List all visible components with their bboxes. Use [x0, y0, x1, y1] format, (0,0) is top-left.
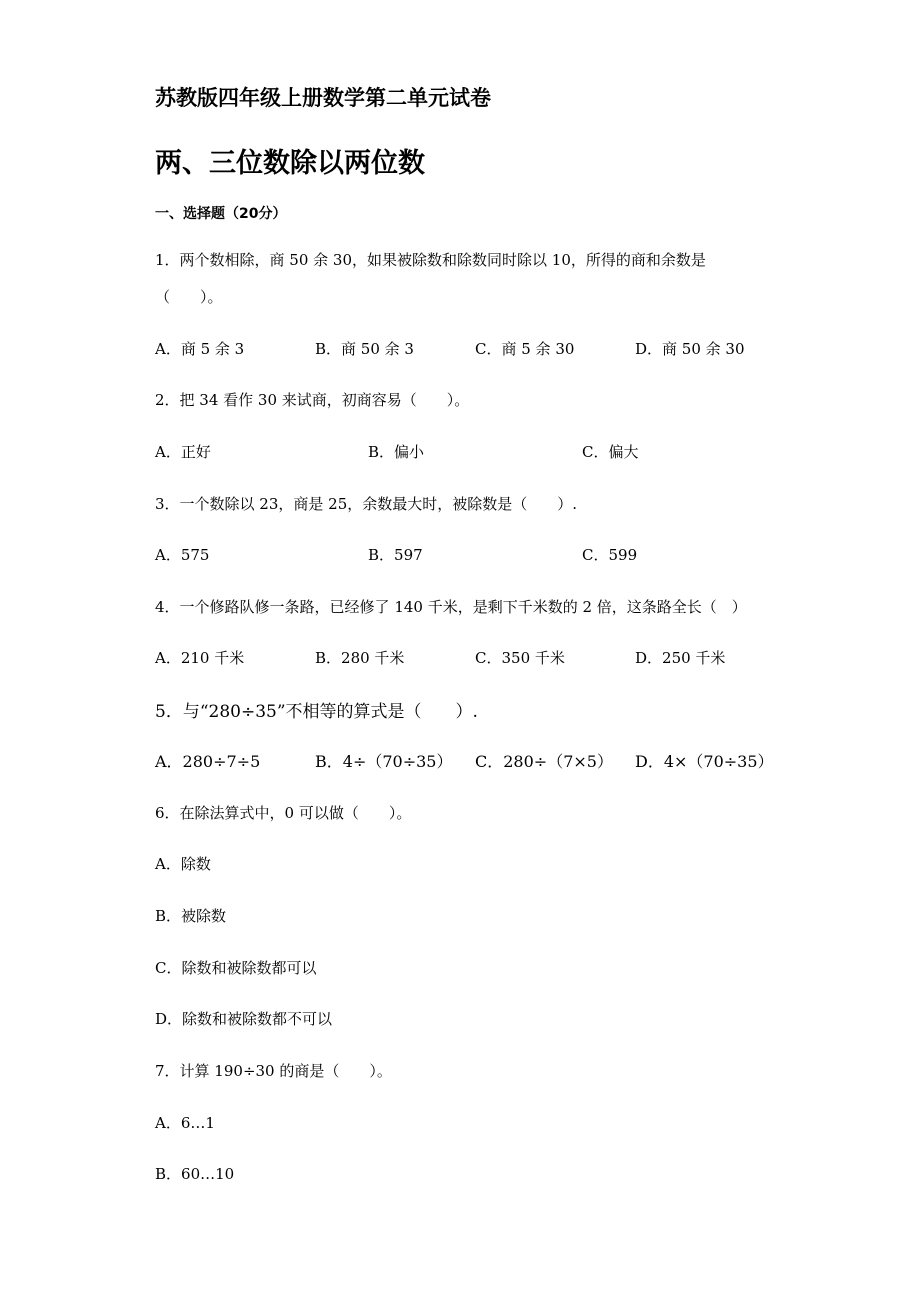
question-5-option-a: A．280÷7÷5 — [155, 752, 261, 771]
question-1-option-d: D．商 50 余 30 — [635, 340, 745, 358]
question-2-stem: 2．把 34 看作 30 来试商，初商容易（ ）。 — [155, 391, 470, 409]
question-3-option-b: B．597 — [368, 546, 423, 564]
question-6-option-d: D．除数和被除数都不可以 — [155, 1010, 333, 1028]
question-3-option-a: A．575 — [155, 546, 210, 564]
question-3-option-c: C．599 — [582, 546, 638, 564]
question-4-option-c: C．350 千米 — [475, 649, 565, 667]
question-4-option-b: B．280 千米 — [315, 649, 405, 667]
question-1-stem-continued: （ ）。 — [155, 288, 223, 306]
question-5-stem: 5．与“280÷35”不相等的算式是（ ）. — [155, 702, 478, 722]
question-7-stem: 7．计算 190÷30 的商是（ ）。 — [155, 1062, 392, 1080]
question-1-option-c: C．商 5 余 30 — [475, 340, 575, 358]
question-1-option-b: B．商 50 余 3 — [315, 340, 414, 358]
question-4-stem: 4．一个修路队修一条路，已经修了 140 千米，是剩下千米数的 2 倍，这条路全长（ ） — [155, 598, 747, 616]
exam-subtitle: 两、三位数除以两位数 — [155, 148, 425, 179]
question-5-option-b: B．4÷（70÷35） — [315, 752, 453, 771]
section-heading: 一、选择题（20分） — [155, 206, 287, 222]
question-4-option-d: D．250 千米 — [635, 649, 726, 667]
exam-title: 苏教版四年级上册数学第二单元试卷 — [155, 86, 491, 110]
question-6-option-a: A．除数 — [155, 855, 211, 873]
question-3-stem: 3．一个数除以 23，商是 25，余数最大时，被除数是（ ）. — [155, 495, 578, 513]
question-6-option-b: B．被除数 — [155, 907, 227, 925]
question-7-option-b: B．60…10 — [155, 1165, 235, 1183]
question-2-option-b: B．偏小 — [368, 443, 425, 461]
question-1-option-a: A．商 5 余 3 — [155, 340, 245, 358]
question-2-option-c: C．偏大 — [582, 443, 639, 461]
question-7-option-a: A．6…1 — [155, 1114, 215, 1132]
question-4-option-a: A．210 千米 — [155, 649, 245, 667]
question-1-stem: 1．两个数相除，商 50 余 30，如果被除数和除数同时除以 10，所得的商和余数是 — [155, 251, 706, 269]
question-6-option-c: C．除数和被除数都可以 — [155, 959, 317, 977]
question-5-option-c: C．280÷（7×5） — [475, 752, 613, 771]
question-5-option-d: D．4×（70÷35） — [635, 752, 774, 771]
question-2-option-a: A．正好 — [155, 443, 211, 461]
question-6-stem: 6．在除法算式中，0 可以做（ ）。 — [155, 804, 412, 822]
